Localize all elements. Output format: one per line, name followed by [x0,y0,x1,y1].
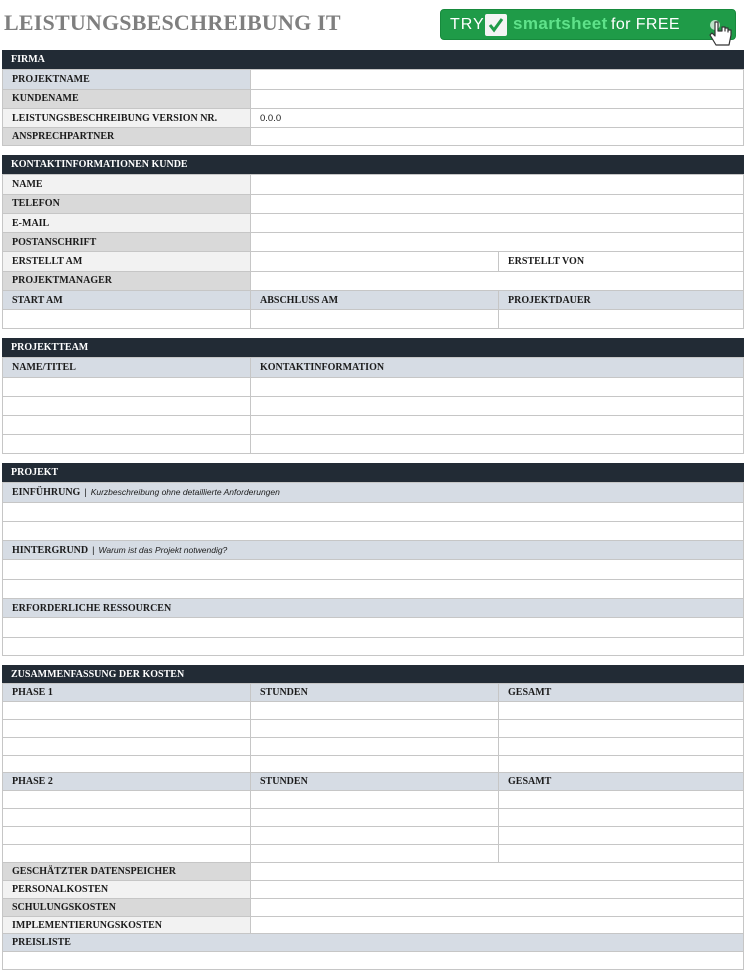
cta-brand-label: smartsheet [513,14,608,33]
name-titel-label: NAME/TITEL [2,357,250,376]
hintergrund-note: Warum ist das Projekt notwendig? [98,545,228,556]
kosten-section [2,665,744,970]
separator: | [92,545,95,556]
telefon-field[interactable] [250,194,744,213]
schulungskosten-label: SCHULUNGSKOSTEN [2,898,250,916]
table-row [2,415,744,434]
name-field[interactable] [250,174,744,193]
table-row [2,434,744,453]
table-row [2,755,744,773]
form-row [2,898,744,916]
projektmanager-field[interactable] [250,271,744,290]
cta-free-label: for FREE [611,16,680,33]
column-header-row [2,540,744,559]
projektname-label: PROJEKTNAME [2,69,250,88]
ansprechpartner-label: ANSPRECHPARTNER [2,127,250,145]
personalkosten-label: PERSONALKOSTEN [2,880,250,898]
datenspeicher-label: GESCHÄTZTER DATENSPEICHER [2,862,250,880]
table-row [2,826,744,844]
implementierungskosten-field[interactable] [250,916,744,934]
phase1-total-cell[interactable] [498,737,744,755]
team-header: PROJEKTTEAM [2,338,744,357]
abschluss-am-field[interactable] [250,309,498,327]
projektname-field[interactable] [250,69,744,88]
table-row [2,808,744,826]
text-row [2,637,744,656]
form-row [2,309,744,328]
text-row [2,579,744,598]
phase2-total-cell[interactable] [498,826,744,844]
team-name-cell[interactable] [2,415,250,434]
team-contact-cell[interactable] [250,377,744,396]
column-header-row [2,772,744,790]
text-row [2,951,744,970]
team-section [2,338,744,454]
team-name-cell[interactable] [2,434,250,452]
version-field[interactable]: 0.0.0 [250,108,744,127]
form-row [2,916,744,934]
phase1-item-cell[interactable] [2,701,250,719]
column-header-row [2,683,744,701]
table-row [2,396,744,415]
postanschrift-label: POSTANSCHRIFT [2,232,250,251]
phase1-hours-cell[interactable] [250,719,498,737]
projekt-section [2,463,744,656]
kosten-header: ZUSAMMENFASSUNG DER KOSTEN [2,665,744,683]
phase1-item-cell[interactable] [2,737,250,755]
phase2-item-cell[interactable] [2,808,250,826]
projektdauer-label: PROJEKTDAUER [498,290,744,309]
hintergrund-title: HINTERGRUND [12,544,89,556]
form-row [2,880,744,898]
phase1-item-cell[interactable] [2,755,250,773]
hintergrund-label [2,540,744,559]
erstellt-von-label: ERSTELLT VON [498,251,744,270]
phase1-hours-cell[interactable] [250,755,498,773]
form-row [2,862,744,880]
erstellt-am-label: ERSTELLT AM [2,251,250,270]
implementierungskosten-label: IMPLEMENTIERUNGSKOSTEN [2,916,250,934]
form-row [2,174,744,193]
form-row [2,213,744,232]
version-label: LEISTUNGSBESCHREIBUNG VERSION NR. [2,108,250,127]
phase2-label: PHASE 2 [2,772,250,790]
kundename-field[interactable] [250,89,744,108]
einfuehrung-label [2,482,744,501]
team-name-cell[interactable] [2,396,250,415]
kontakt-section [2,155,744,329]
checkmark-icon [485,14,507,36]
schulungskosten-field[interactable] [250,898,744,916]
text-row [2,617,744,636]
table-row [2,701,744,719]
phase2-total-cell[interactable] [498,844,744,862]
team-contact-cell[interactable] [250,434,744,452]
page-title: LEISTUNGSBESCHREIBUNG IT [4,10,341,35]
text-row [2,559,744,578]
phase1-hours-cell[interactable] [250,701,498,719]
form-row [2,232,744,251]
postanschrift-field[interactable] [250,232,744,251]
column-header-row [2,290,744,309]
projektmanager-label: PROJEKTMANAGER [2,271,250,290]
phase2-total-cell[interactable] [498,790,744,808]
cta-try-label: TRY [450,16,485,33]
erstellt-am-field[interactable] [250,251,498,270]
firma-section [2,50,744,146]
ressourcen-field[interactable] [2,637,744,655]
phase2-hours-cell[interactable] [250,844,498,862]
kundename-label: KUNDENAME [2,89,250,108]
hintergrund-field[interactable] [2,579,744,598]
form-row [2,271,744,290]
ressourcen-field[interactable] [2,617,744,636]
projektdauer-field[interactable] [498,309,744,327]
start-am-label: START AM [2,290,250,309]
phase2-hours-cell[interactable] [250,826,498,844]
hand-cursor-icon [709,18,735,53]
team-contact-cell[interactable] [250,396,744,415]
einfuehrung-field[interactable] [2,521,744,540]
text-row [2,521,744,540]
datenspeicher-field[interactable] [250,862,744,880]
column-header-row [2,482,744,501]
telefon-label: TELEFON [2,194,250,213]
gesamt-label: GESAMT [498,772,744,790]
gesamt-label: GESAMT [498,683,744,701]
preisliste-field[interactable] [2,951,744,969]
phase2-item-cell[interactable] [2,790,250,808]
table-row [2,377,744,396]
stunden-label: STUNDEN [250,772,498,790]
phase1-hours-cell[interactable] [250,737,498,755]
form-row [2,69,744,88]
email-label: E-MAIL [2,213,250,232]
team-name-cell[interactable] [2,377,250,396]
table-row [2,844,744,862]
name-label: NAME [2,174,250,193]
column-header-row [2,598,744,617]
phase1-total-cell[interactable] [498,719,744,737]
phase2-hours-cell[interactable] [250,808,498,826]
form-row [2,251,744,270]
column-header-row [2,933,744,951]
phase1-item-cell[interactable] [2,719,250,737]
phase1-label: PHASE 1 [2,683,250,701]
table-row [2,737,744,755]
einfuehrung-note: Kurzbeschreibung ohne detaillierte Anforderungen [90,487,280,498]
column-header-row [2,357,744,376]
kontakt-header: KONTAKTINFORMATIONEN KUNDE [2,155,744,174]
text-row [2,502,744,521]
try-smartsheet-button[interactable] [440,9,736,40]
einfuehrung-title: EINFÜHRUNG [12,486,81,498]
phase2-total-cell[interactable] [498,808,744,826]
einfuehrung-field[interactable] [2,502,744,521]
form-row [2,194,744,213]
table-row [2,719,744,737]
form-row [2,89,744,108]
abschluss-am-label: ABSCHLUSS AM [250,290,498,309]
phase1-total-cell[interactable] [498,755,744,773]
form-row [2,108,744,127]
start-am-field[interactable] [2,309,250,327]
table-row [2,790,744,808]
ansprechpartner-field[interactable] [250,127,744,145]
separator: | [84,487,87,498]
email-field[interactable] [250,213,744,232]
phase2-item-cell[interactable] [2,844,250,862]
projekt-header: PROJEKT [2,463,744,482]
hintergrund-field[interactable] [2,559,744,578]
stunden-label: STUNDEN [250,683,498,701]
personalkosten-field[interactable] [250,880,744,898]
preisliste-label: PREISLISTE [2,933,744,951]
phase2-item-cell[interactable] [2,826,250,844]
team-contact-cell[interactable] [250,415,744,434]
form-row [2,127,744,146]
phase2-hours-cell[interactable] [250,790,498,808]
firma-header: FIRMA [2,50,744,69]
kontaktinformation-label: KONTAKTINFORMATION [250,357,744,376]
ressourcen-label: ERFORDERLICHE RESSOURCEN [2,598,744,617]
phase1-total-cell[interactable] [498,701,744,719]
